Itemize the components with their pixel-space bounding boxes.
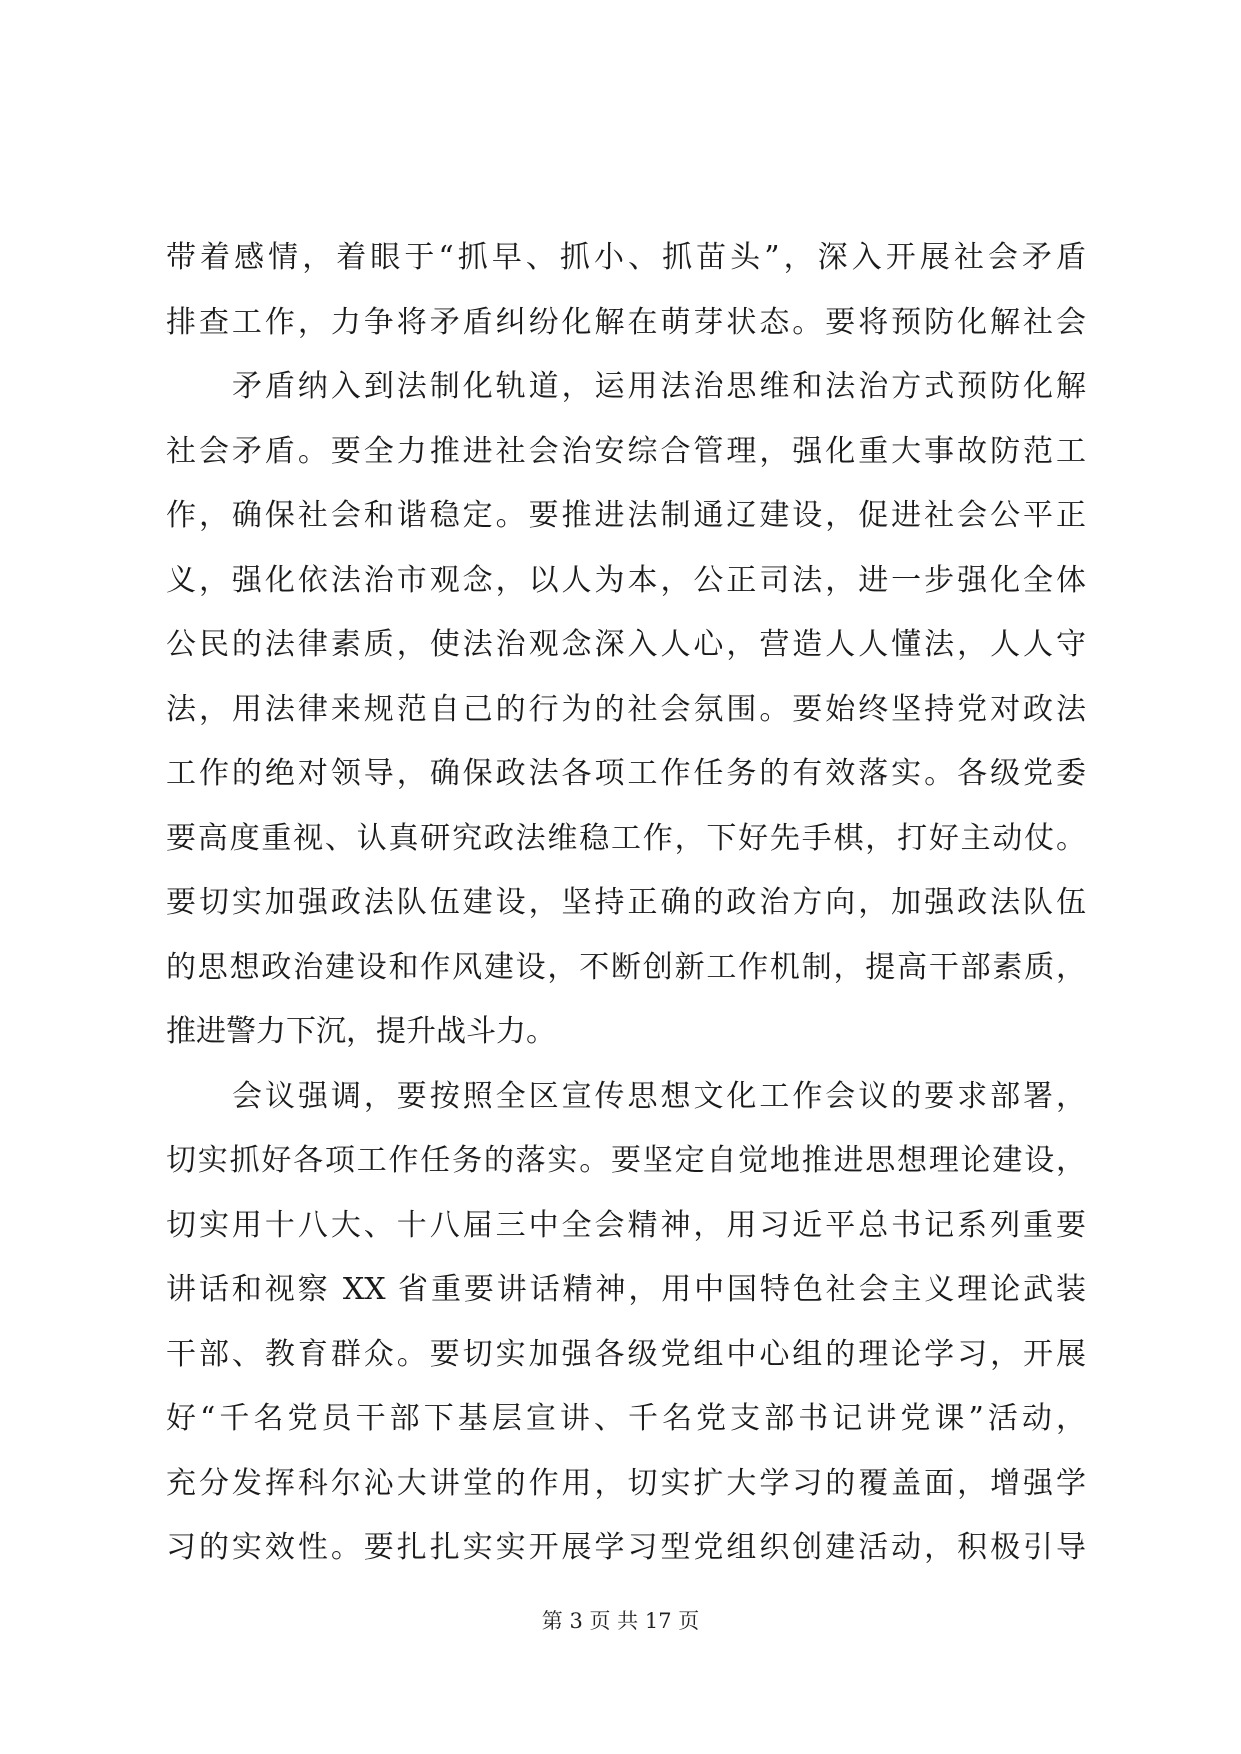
text-line: 推进警力下沉，提升战斗力。 [166, 1014, 556, 1049]
text-line: 带着感情，着眼于“抓早、抓小、抓苗头”，深入开展社会矛盾 [166, 240, 1086, 275]
text-line: 充分发挥科尔沁大讲堂的作用，切实扩大学习的覆盖面，增强学 [166, 1465, 1086, 1501]
text-line: 切实用十八大、十八届三中全会精神，用习近平总书记系列重要 [166, 1207, 1086, 1243]
text-line: 要高度重视、认真研究政法维稳工作，下好先手棋，打好主动仗。 [166, 820, 1086, 856]
body-text [166, 226, 1086, 1581]
text-line: 工作的绝对领导，确保政法各项工作任务的有效落实。各级党委 [166, 756, 1086, 791]
text-line: 义，强化依法治市观念，以人为本，公正司法，进一步强化全体 [166, 562, 1086, 598]
page-footer: 第 3 页 共 17 页 [541, 1609, 700, 1633]
text-line: 习的实效性。要扎扎实实开展学习型党组织创建活动，积极引导 [166, 1530, 1086, 1565]
text-line: 要切实加强政法队伍建设，坚持正确的政治方向，加强政法队伍 [166, 885, 1086, 920]
text-line: 排查工作，力争将矛盾纠纷化解在萌芽状态。要将预防化解社会 [166, 304, 1086, 340]
text-line: 法，用法律来规范自己的行为的社会氛围。要始终坚持党对政法 [166, 691, 1086, 727]
text-line: 的思想政治建设和作风建设，不断创新工作机制，提高干部素质， [166, 949, 1086, 985]
text-line: 讲话和视察 XX 省重要讲话精神，用中国特色社会主义理论武装 [166, 1272, 1086, 1307]
text-line: 作，确保社会和谐稳定。要推进法制通辽建设，促进社会公平正 [166, 498, 1086, 533]
text-line: 切实抓好各项工作任务的落实。要坚定自觉地推进思想理论建设， [166, 1143, 1086, 1178]
text-line: 社会矛盾。要全力推进社会治安综合管理，强化重大事故防范工 [166, 433, 1086, 469]
text-line: 干部、教育群众。要切实加强各级党组中心组的理论学习，开展 [166, 1336, 1086, 1372]
text-line: 会议强调，要按照全区宣传思想文化工作会议的要求部署， [232, 1078, 1086, 1114]
text-line: 公民的法律素质，使法治观念深入人心，营造人人懂法，人人守 [166, 627, 1086, 662]
text-line: 好“千名党员干部下基层宣讲、千名党支部书记讲党课”活动， [166, 1401, 1086, 1436]
text-line: 矛盾纳入到法制化轨道，运用法治思维和法治方式预防化解 [232, 369, 1086, 404]
